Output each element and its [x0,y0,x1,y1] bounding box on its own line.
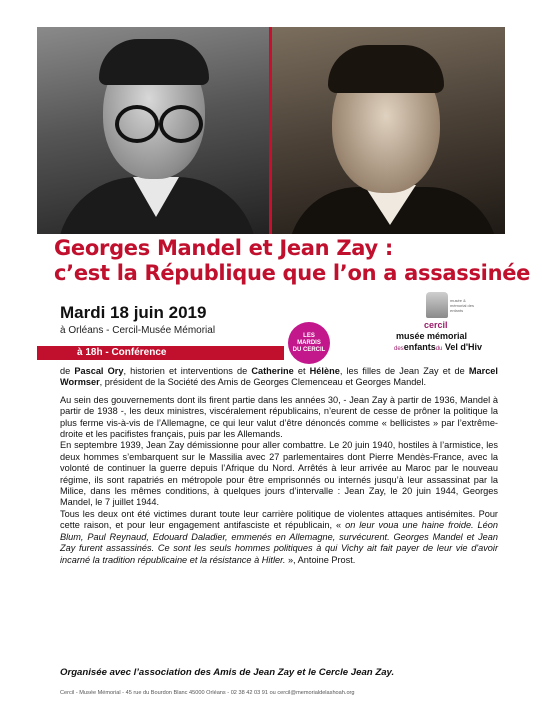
cercil-logo [390,292,510,364]
logo-line-1: musée mémorial [396,331,468,341]
event-date: Mardi 18 juin 2019 [60,303,207,322]
event-place: à Orléans - Cercil-Musée Mémorial [60,325,216,336]
paragraph-governments: Au sein des gouvernements dont ils firent partie dans les années 30, - Jean Zay à partir de 1936, Mandel à partir de 1938 -, les deux ministres, viscéralement républicains, n’eurent de cesse de prôner la politique la plus ferme vis-à-vis de l’Allemagne, ce qui leur valut d’être dénoncés comme « bellicistes » par l’extrême-droite et les pacifistes français, puis par les Allemands. [60,394,498,440]
memorial-figure-icon [426,292,448,318]
mardis-du-cercil-badge [288,322,330,364]
logo-line-2: desenfantsdu Vel d'Hiv [394,342,483,352]
title-line-1: Georges Mandel et Jean Zay : [54,236,393,260]
title-line-2: c’est la République que l’on a assassinée [54,261,531,285]
badge-line-3: DU CERCIL [292,346,326,353]
badge-line-2: MARDIS [297,339,321,346]
paragraph-victims: Tous les deux ont été victimes durant toute leur carrière politique de violentes attaques antisémites. Pour cette raison, et pour leur engagement antifasciste et républicain, « on leur voua une haine froide. Léon Blum, Paul Reynaud, Edouard Daladier, emmenés en Allemagne, survécurent. Georges Mandel et Jean Zay furent assassinés. Ce sont les seuls hommes politiques à qui Vichy ait fait payer de leur vie d'avoir incarné la tradition républicaine et la résistance à Hitler. », Antoine Prost. [60,508,498,565]
logo-brand: cercil [424,320,448,330]
portrait-photos [37,27,505,234]
page-title [54,236,531,286]
article-body [60,366,498,572]
portrait-georges-mandel [272,27,505,234]
portrait-jean-zay [37,27,269,234]
badge-line-1: LES [303,332,315,339]
time-bar: à 18h - Conférence [37,346,284,360]
paragraph-speakers: de Pascal Ory, historien et interventions de Catherine et Hélène, les filles de Jean Zay et de Marcel Wormser, président de la Société des Amis de Georges Clemenceau et Georges Mandel. [60,366,498,388]
footer-contact: Cercil - Musée Mémorial - 45 rue du Bourdon Blanc 45000 Orléans - 02 38 42 03 91 ou cercil@memorialdelashoah.org [60,690,355,696]
logo-mark-text: musée & mémorial des enfants [450,298,475,313]
organised-by: Organisée avec l’association des Amis de Jean Zay et le Cercle Jean Zay. [60,667,395,678]
paragraph-1939: En septembre 1939, Jean Zay démissionne pour aller combattre. Le 20 juin 1940, hostiles à l’armistice, les deux hommes s’embarquent sur le Massilia avec 27 parlementaires dont Pierre Mendès-France, avec la volonté de continuer la guerre depuis l’Afrique du Nord. Arrêtés à leur arrivée au Maroc par le nouveau régime, ils sont rapatriés en métropole pour être emprisonnés ou internés jusqu’à leur assassinat par la Milice, dans les mêmes conditions, à quelques jours d’intervalle : Jean Zay, le 20 juin 1944, Georges Mandel, le 7 juillet 1944. [60,440,498,508]
